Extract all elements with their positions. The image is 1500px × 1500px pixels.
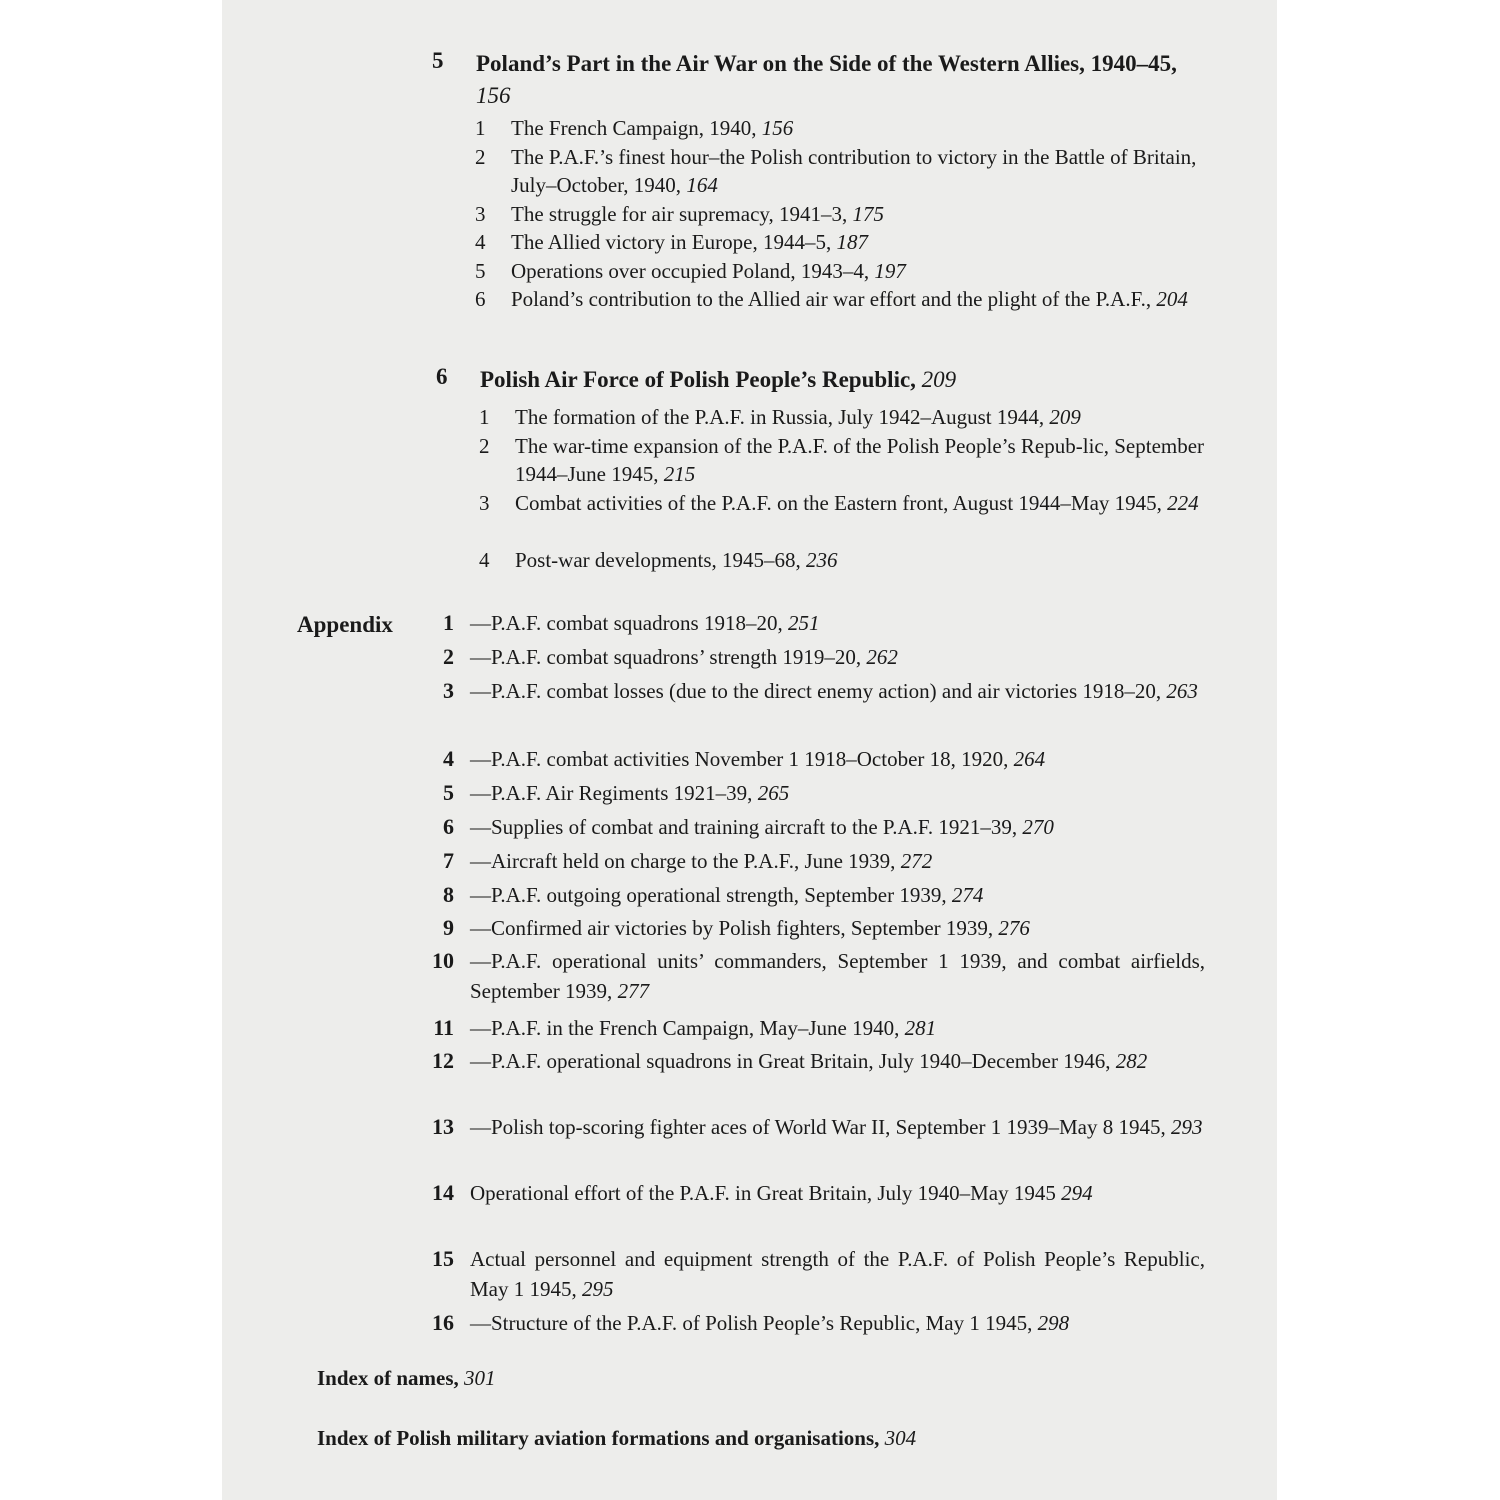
index-of-names: Index of names, 301 [317,1366,496,1390]
chapter-title: Polish Air Force of Polish People’s Republic, 209 [480,367,957,392]
chapter-number: 5 [432,48,444,73]
chapter-number: 6 [436,364,448,389]
chapter-title: Poland’s Part in the Air War on the Side of the Western Allies, 1940–45, 156 [476,51,1177,108]
appendix-label: Appendix [297,612,393,637]
book-page: 5 Poland’s Part in the Air War on the Side of the Western Allies, 1940–45, 156 1 The French Campaign, 1940, 156 2 The P.A.F.’s finest hour–the Polish contribution to victory in the Battle of Britain, July–October, 1940, 164 3 The struggle for air supremacy, 1941–3, 175 4 The Allied victory in Europe, 1944–5, 187 5 Operations over occupied Poland, 1943–4, 197 6 Poland’s contribution to the Allied air war effort and the plight of the P.A.F., 204 6 Polish Air Force of Polish People’s Republic, 209 1 The formation of the P.A.F. in Russia, July 1942–August 1944, 209 2 The war-time expansion of the P.A.F. of the Polish People’s Repub-lic, September 1944–June 1945, 215 3 Combat activities of the P.A.F. on the Eastern front, August 1944–May 1945, 224 4 Post-war developments, 1945–68, 236 Appendix 1 —P.A.F. combat squadrons 1918–20, 251 2 —P.A.F. combat squadrons’ strength 1919–20, 262 3 —P.A.F. combat losses (due to the direct enemy action) and air victories 1918–20, 263 4 —P.A.F. combat activities November 1 1918–October 18, 1920, 264 5 —P.A.F. Air Regiments 1921–39, 265 6 —Supplies of combat and training aircraft to the P.A.F. 1921–39, 270 7 —Aircraft held on charge to the P.A.F., June 1939, 272 8 —P.A.F. outgoing operational strength, September 1939, 274 9 —Confirmed air victories by Polish fighters, September 1939, 276 10 —P.A.F. operational units’ commanders, September 1 1939, and combat airfields, September 1939, 277 11 —P.A.F. in the French Campaign, May–June 1940, 281 12 —P.A.F. operational squadrons in Great Britain, July 1940–December 1946, 282 13 —Polish top-scoring fighter aces of World War II, September 1 1939–May 8 1945, 293 14 Operational effort of the P.A.F. in Great Britain, July 1940–May 1945 294 15 Actual personnel and equipment strength of the P.A.F. of Polish People’s Republic, May 1 1945, 295 16 —Structure of the P.A.F. of Polish People’s Republic, May 1 1945, 298 Index of names, 301 Index of Polish military aviation formations and organisations, 304 [222,0,1277,1500]
index-of-formations: Index of Polish military aviation formations and organisations, 304 [317,1426,917,1450]
chapter-page: 156 [476,83,511,108]
chapter-page: 209 [921,367,957,392]
